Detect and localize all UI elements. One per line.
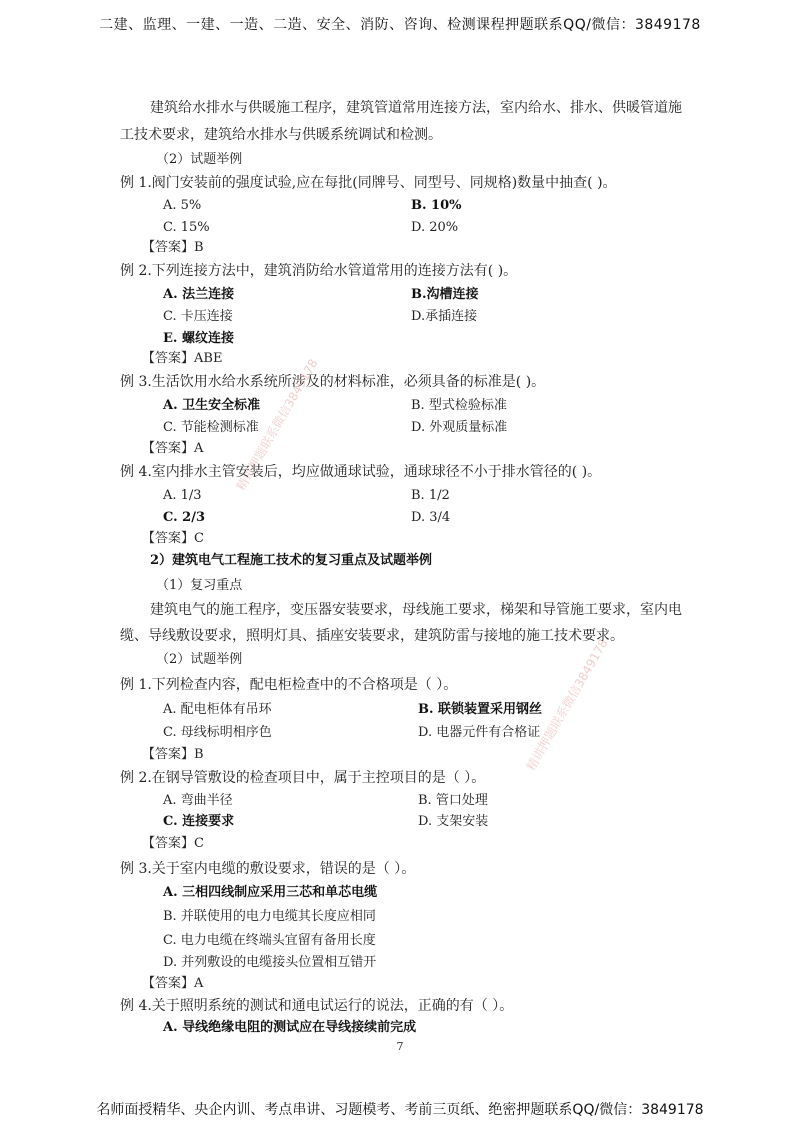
subheading-examples: （2）试题举例	[156, 152, 243, 167]
option-b: B. 管口处理	[418, 793, 488, 808]
option-d: D. 3/4	[411, 510, 451, 525]
option-d: D. 20%	[411, 220, 459, 235]
subheading-review: （1）复习重点	[156, 578, 243, 593]
option-c-correct: C. 2/3	[163, 510, 206, 525]
intro-line-2: 工技术要求，建筑给水排水与供暖系统调试和检测。	[120, 127, 442, 143]
option-a: A. 5%	[163, 198, 202, 213]
option-b-correct: B.沟槽连接	[411, 287, 479, 302]
option-b: B. 并联使用的电力电缆其长度应相同	[163, 909, 376, 924]
answer: 【答案】A	[142, 441, 204, 456]
option-d: D. 支架安装	[418, 814, 489, 829]
option-c: C. 卡压连接	[163, 309, 233, 324]
option-a: A. 弯曲半径	[163, 793, 233, 808]
option-a: A. 1/3	[163, 488, 202, 503]
page-footer: 名师面授精华、央企内训、考点串讲、习题模考、考前三页纸、绝密押题联系QQ/微信：3849178	[96, 1102, 704, 1118]
option-e-correct: E. 螺纹连接	[163, 331, 234, 346]
option-c: C. 母线标明相序色	[163, 725, 272, 740]
option-d: D. 电器元件有合格证	[418, 725, 541, 740]
review-line-2: 缆、导线敷设要求，照明灯具、插座安装要求，建筑防雷与接地的施工技术要求。	[120, 628, 624, 644]
option-a-correct: A. 法兰连接	[163, 287, 235, 302]
page-number: 7	[396, 1040, 404, 1053]
question-stem: 例 1.阀门安装前的强度试验,应在每批(同牌号、同型号、同规格)数量中抽查( )。	[120, 175, 617, 191]
option-d: D. 并列敷设的电缆接头位置相互错开	[163, 955, 377, 970]
option-b: B. 1/2	[411, 488, 450, 503]
watermark: 精讲押题联系微信3849178	[233, 356, 321, 493]
answer: 【答案】ABE	[142, 351, 223, 366]
question-stem: 例 3.生活饮用水给水系统所涉及的材料标准，必须具备的标准是( )。	[120, 374, 546, 390]
option-a-correct: A. 三相四线制应采用三芯和单芯电缆	[163, 885, 378, 900]
answer: 【答案】A	[142, 976, 204, 991]
option-a: A. 配电柜体有吊环	[163, 702, 272, 717]
option-d: D.承插连接	[411, 309, 478, 324]
question-stem: 例 3.关于室内电缆的敷设要求，错误的是（ ）。	[120, 861, 416, 877]
option-c: C. 电力电缆在终端头宜留有备用长度	[163, 933, 376, 948]
answer: 【答案】B	[142, 747, 204, 762]
question-stem: 例 2.在钢导管敷设的检查项目中，属于主控项目的是（ ）。	[120, 770, 486, 786]
subheading-examples: （2）试题举例	[156, 652, 243, 667]
intro-line-1: 建筑给水排水与供暖施工程序，建筑管道常用连接方法，室内给水、排水、供暖管道施	[150, 100, 682, 116]
answer: 【答案】C	[142, 531, 204, 546]
watermark: 精讲押题联系微信3849178	[523, 636, 611, 773]
option-b: B. 型式检验标准	[411, 398, 507, 413]
question-stem: 例 4.室内排水主管安装后，均应做通球试验，通球球径不小于排水管径的( )。	[120, 464, 602, 480]
question-stem: 例 1.下列检查内容，配电柜检查中的不合格项是（ ）。	[120, 677, 458, 693]
option-b-correct: B. 联锁装置采用钢丝	[418, 702, 543, 717]
section-title: 2）建筑电气工程施工技术的复习重点及试题举例	[150, 553, 433, 568]
option-d: D. 外观质量标准	[411, 420, 508, 435]
option-c-correct: C. 连接要求	[163, 814, 235, 829]
page-header: 二建、监理、一建、一造、二造、安全、消防、咨询、检测课程押题联系QQ/微信：3849178	[99, 17, 701, 33]
option-b-correct: B. 10%	[411, 198, 462, 213]
question-stem: 例 4.关于照明系统的测试和通电试运行的说法，正确的有（ ）。	[120, 998, 514, 1014]
answer: 【答案】C	[142, 836, 204, 851]
question-stem: 例 2.下列连接方法中，建筑消防给水管道常用的连接方法有( )。	[120, 263, 518, 279]
answer: 【答案】B	[142, 240, 204, 255]
option-a-correct: A. 导线绝缘电阻的测试应在导线接续前完成	[163, 1020, 417, 1035]
option-a-correct: A. 卫生安全标准	[163, 398, 261, 413]
option-c: C. 15%	[163, 220, 210, 235]
review-line-1: 建筑电气的施工程序，变压器安装要求，母线施工要求，梯架和导管施工要求，室内电	[150, 602, 682, 618]
option-c: C. 节能检测标准	[163, 420, 259, 435]
